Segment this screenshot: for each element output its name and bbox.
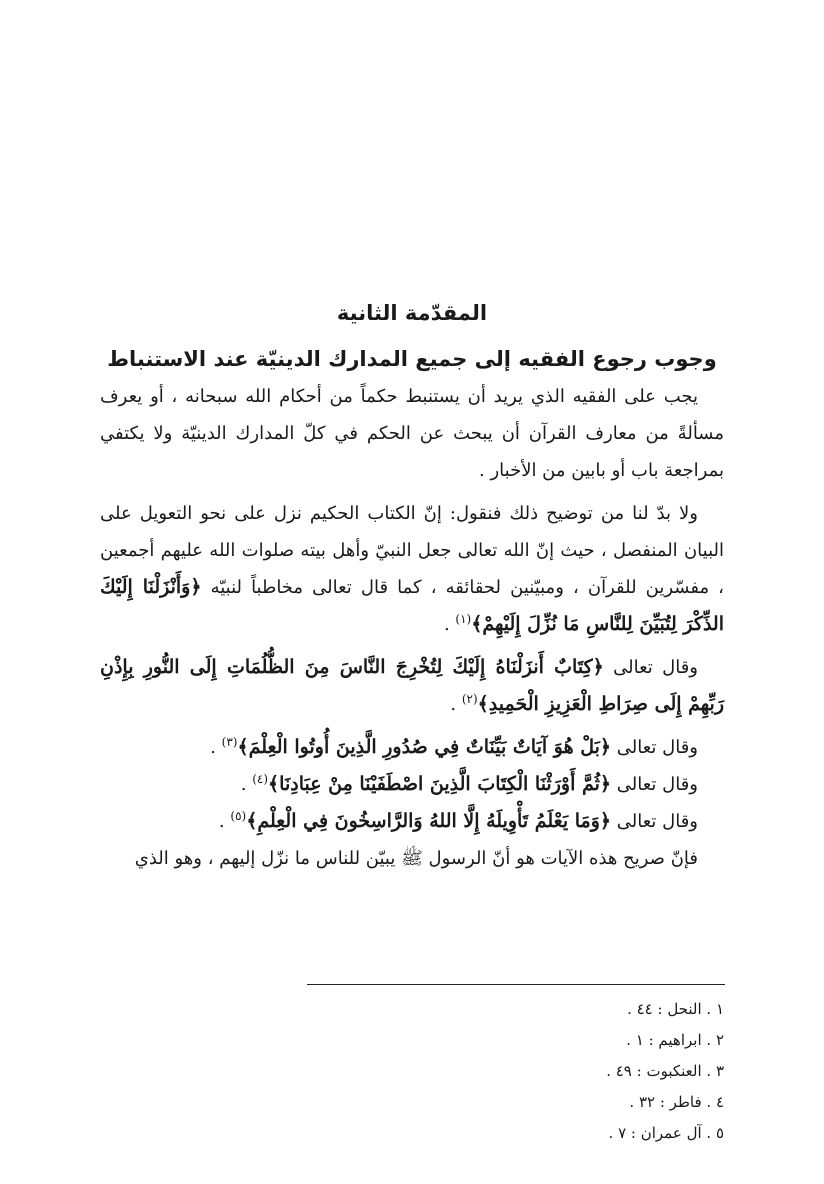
paragraph-2-text: ولا بدّ لنا من توضيح ذلك فنقول: إنّ الكتاب الحكيم نزل على نحو التعويل على البيان المنفصل ، حيث إنّ الله تعالى جعل النبيّ وأهل بيته صلوات الله عليهم أجمعين ، مفسّرين للقرآن ، ومبيّنين لحقائقه ، كما قال تعالى مخاطباً لنبيّه bbox=[100, 503, 724, 598]
verse-prefix: وقال تعالى bbox=[611, 811, 698, 832]
verse-prefix: وقال تعالى bbox=[611, 737, 698, 758]
closing-paragraph: فإنّ صريح هذه الآيات هو أنّ الرسول ﷺ يبيّن للناس ما نزّل إليهم ، وهو الذي bbox=[134, 848, 698, 869]
quran-verse-4: ﴿ثُمَّ أَوْرَثْنَا الْكِتَابَ الَّذِينَ اصْطَفَيْنَا مِنْ عِبَادِنَا﴾ bbox=[268, 773, 612, 795]
verse-prefix: وقال تعالى bbox=[603, 657, 698, 678]
footnote-ref-4[interactable]: (٤) bbox=[252, 772, 269, 786]
paragraph-2 bbox=[100, 495, 724, 643]
quran-verse-3: ﴿بَلْ هُوَ آيَاتٌ بَيِّنَاتٌ فِي صُدُورِ الَّذِينَ أُوتُوا الْعِلْمَ﴾ bbox=[237, 736, 612, 758]
verse-3-end: . bbox=[210, 737, 222, 758]
quran-verse-2: ﴿كِتَابٌ أَنزَلْنَاهُ إِلَيْكَ لِتُخْرِجَ النَّاسَ مِنَ الظُّلُمَاتِ إِلَى النُّورِ بِإِذْنِ رَبِّهِمْ إِلَى صِرَاطِ الْعَزِيزِ الْحَمِيدِ﴾ bbox=[100, 656, 724, 715]
footnote-ref-5[interactable]: (٥) bbox=[230, 809, 247, 823]
verse-line-5 bbox=[100, 803, 724, 840]
footnote-ref-2[interactable]: (٢) bbox=[461, 692, 478, 706]
footnote-divider bbox=[307, 984, 725, 985]
verse-paragraph-2 bbox=[100, 649, 724, 723]
verse-line-4 bbox=[100, 766, 724, 803]
footnote-1: ١ . النحل : ٤٤ . bbox=[627, 1000, 724, 1018]
section-subtitle: وجوب رجوع الفقيه إلى جميع المدارك الدينيّة عند الاستنباط bbox=[107, 347, 717, 371]
quran-verse-5: ﴿وَمَا يَعْلَمُ تَأْوِيلَهُ إِلَّا اللهُ وَالرَّاسِخُونَ فِي الْعِلْمِ﴾ bbox=[246, 810, 612, 832]
verse-2-end: . bbox=[450, 694, 462, 715]
verse-line-3 bbox=[100, 729, 724, 766]
verse-5-end: . bbox=[218, 811, 231, 832]
footnote-2: ٢ . ابراهيم : ١ . bbox=[626, 1031, 724, 1049]
paragraph-1: يجب على الفقيه الذي يريد أن يستنبط حكماً من أحكام الله سبحانه ، أو يعرف مسألةً من معارف القرآن أن يبحث عن الحكم في كلّ المدارك الدينيّة ولا يكتفي بمراجعة باب أو بابين من الأخبار . bbox=[100, 386, 724, 481]
section-title: المقدّمة الثانية bbox=[336, 301, 488, 325]
body-text bbox=[100, 378, 724, 883]
verse-1-end: . bbox=[443, 614, 456, 635]
verse-4-end: . bbox=[240, 774, 253, 795]
quran-verse-1: ﴿وَأَنْزَلْنَا إِلَيْكَ الذِّكْرَ لِتُبَيِّنَ لِلنَّاسِ مَا نُزِّلَ إِلَيْهِمْ﴾ bbox=[100, 576, 724, 635]
footnote-ref-3[interactable]: (٣) bbox=[221, 735, 238, 749]
verse-prefix: وقال تعالى bbox=[611, 774, 698, 795]
footnote-ref-1[interactable]: (١) bbox=[455, 612, 472, 626]
footnotes-list bbox=[100, 994, 724, 1149]
footnote-4: ٤ . فاطر : ٣٢ . bbox=[629, 1093, 724, 1111]
footnote-5: ٥ . آل عمران : ٧ . bbox=[608, 1124, 724, 1142]
footnote-3: ٣ . العنكبوت : ٤٩ . bbox=[606, 1062, 724, 1080]
